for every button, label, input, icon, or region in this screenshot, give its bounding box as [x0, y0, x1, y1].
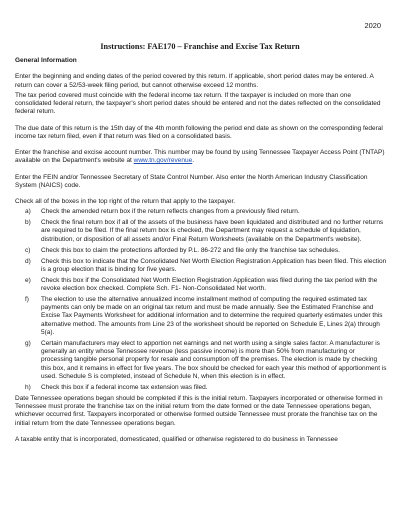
list-item	[15, 296, 387, 337]
list-marker: e)	[25, 276, 31, 284]
page-title: Instructions: FAE170 – Franchise and Excise Tax Return	[100, 42, 300, 51]
list-item	[15, 277, 387, 294]
list-item-text: Check this box to indicate that the Consolidated Net Worth Election Registration Application has been filed. This election is a group election that is binding for five years.	[41, 257, 387, 273]
paragraph-operations-began: Date Tennessee operations began should be completed if this is the initial return. Taxpayers incorporated or otherwise formed in Tennessee must prorate the franchise tax on the initial return from the date formed or the date Tennessee operations began, whichever occurred first. Taxpayers incorporated or otherwise formed outside Tennessee must prorate the franchise tax on the initial return from the date Tennessee operations began.	[15, 394, 383, 427]
list-item-text: Check this box if a federal income tax extension was filed.	[41, 383, 208, 391]
paragraph-checkboxes: Check all of the boxes in the top right of the return that apply to the taxpayer.	[15, 198, 236, 205]
list-item-text: Check the final return box if all of the assets of the business have been liquidated and distributed and no further returns are required to be filed. If the final return box is checked, the Department may request a schedule of liquidation, distribution, or disposition of all assets and/or Final Return Worksheets (available on the Department's website).	[41, 219, 384, 243]
list-item	[15, 384, 387, 392]
list-marker: d)	[25, 257, 31, 265]
list-item-text: Check this box if the Consolidated Net Worth Election Registration Application was filed during the tax period with the revoke election box checked. Complete Sch. F1- Non-Consolidated Net worth.	[41, 276, 378, 292]
list-marker: h)	[25, 383, 31, 391]
list-item	[15, 340, 387, 381]
list-marker: a)	[25, 208, 31, 216]
paragraph-period: Enter the beginning and ending dates of the period covered by this return. If applicable, short period dates may be entered. A return can cover a 52/53-week filing period, but cannot otherwise exceed 12 months.	[15, 73, 374, 89]
list-item-text: Check this box to claim the protections afforded by P.L. 86-272 and file only the franchise tax schedules.	[41, 246, 340, 254]
account-text: Enter the franchise and excise account number. This number may be found by using Tennessee Taxpayer Access Point (TNTAP) available on the Department's website at	[15, 149, 385, 165]
list-item	[15, 219, 387, 244]
list-item	[15, 247, 387, 255]
tax-year: 2020	[364, 21, 381, 30]
list-item-text: Check the amended return box if the return reflects changes from a previously filed return.	[41, 208, 300, 216]
checkbox-instructions-list	[15, 208, 387, 392]
paragraph-fein: Enter the FEIN and/or Tennessee Secretary of State Control Number. Also enter the North American Industry Classification System (NAICS) code.	[15, 173, 368, 189]
paragraph-due-date: The due date of this return is the 15th day of the 4th month following the period end date as shown on the corresponding federal income tax return filed, even if that return was filed on a consolidated basis.	[15, 124, 383, 140]
list-item	[15, 208, 387, 216]
revenue-website-link[interactable]: www.tn.gov/revenue	[133, 157, 193, 165]
account-text-end: .	[192, 157, 195, 165]
list-marker: b)	[25, 219, 31, 227]
list-marker: f)	[25, 295, 29, 303]
paragraph-consolidated: The tax period covered must coincide with the federal income tax return. If the taxpayer is included on more than one consolidated federal return, the taxpayer's short period dates should be entered and not the dates reflected on the consolidated federal return.	[15, 91, 381, 116]
section-heading: General Information	[15, 57, 77, 64]
list-marker: g)	[25, 339, 31, 347]
instructions-body	[15, 57, 387, 452]
list-item	[15, 258, 387, 275]
list-item-text: Certain manufacturers may elect to apportion net earnings and net worth using a single sales factor. A manufacturer is generally an entity whose Tennessee revenue (less passive income) is more than 50% from manufacturing or processing tangible personal property for resale and consumption off the premises. The election is made by checking this box, and it remains in effect for five years. The box should be checked for each year this method of apportionment is used. Schedule S is completed, instead of Schedule N, when this election is in effect.	[41, 339, 387, 380]
paragraph-taxable-entity: A taxable entity that is incorporated, domesticated, qualified or otherwise registered to do business in Tennessee	[15, 435, 338, 443]
paragraph-account-number	[15, 149, 387, 166]
list-marker: c)	[25, 246, 31, 254]
list-item-text: The election to use the alternative annualized income installment method of computing the required estimated tax payments can only be made on an original tax return and must be made annually. See the Estimated Franchise and Excise Tax Payments Worksheet for additional information and to determine the required quarterly estimates under this alternative method. The amounts from Line 23 of the worksheet should be reported on Schedule E, Lines 2(a) through 5(a).	[41, 295, 383, 336]
